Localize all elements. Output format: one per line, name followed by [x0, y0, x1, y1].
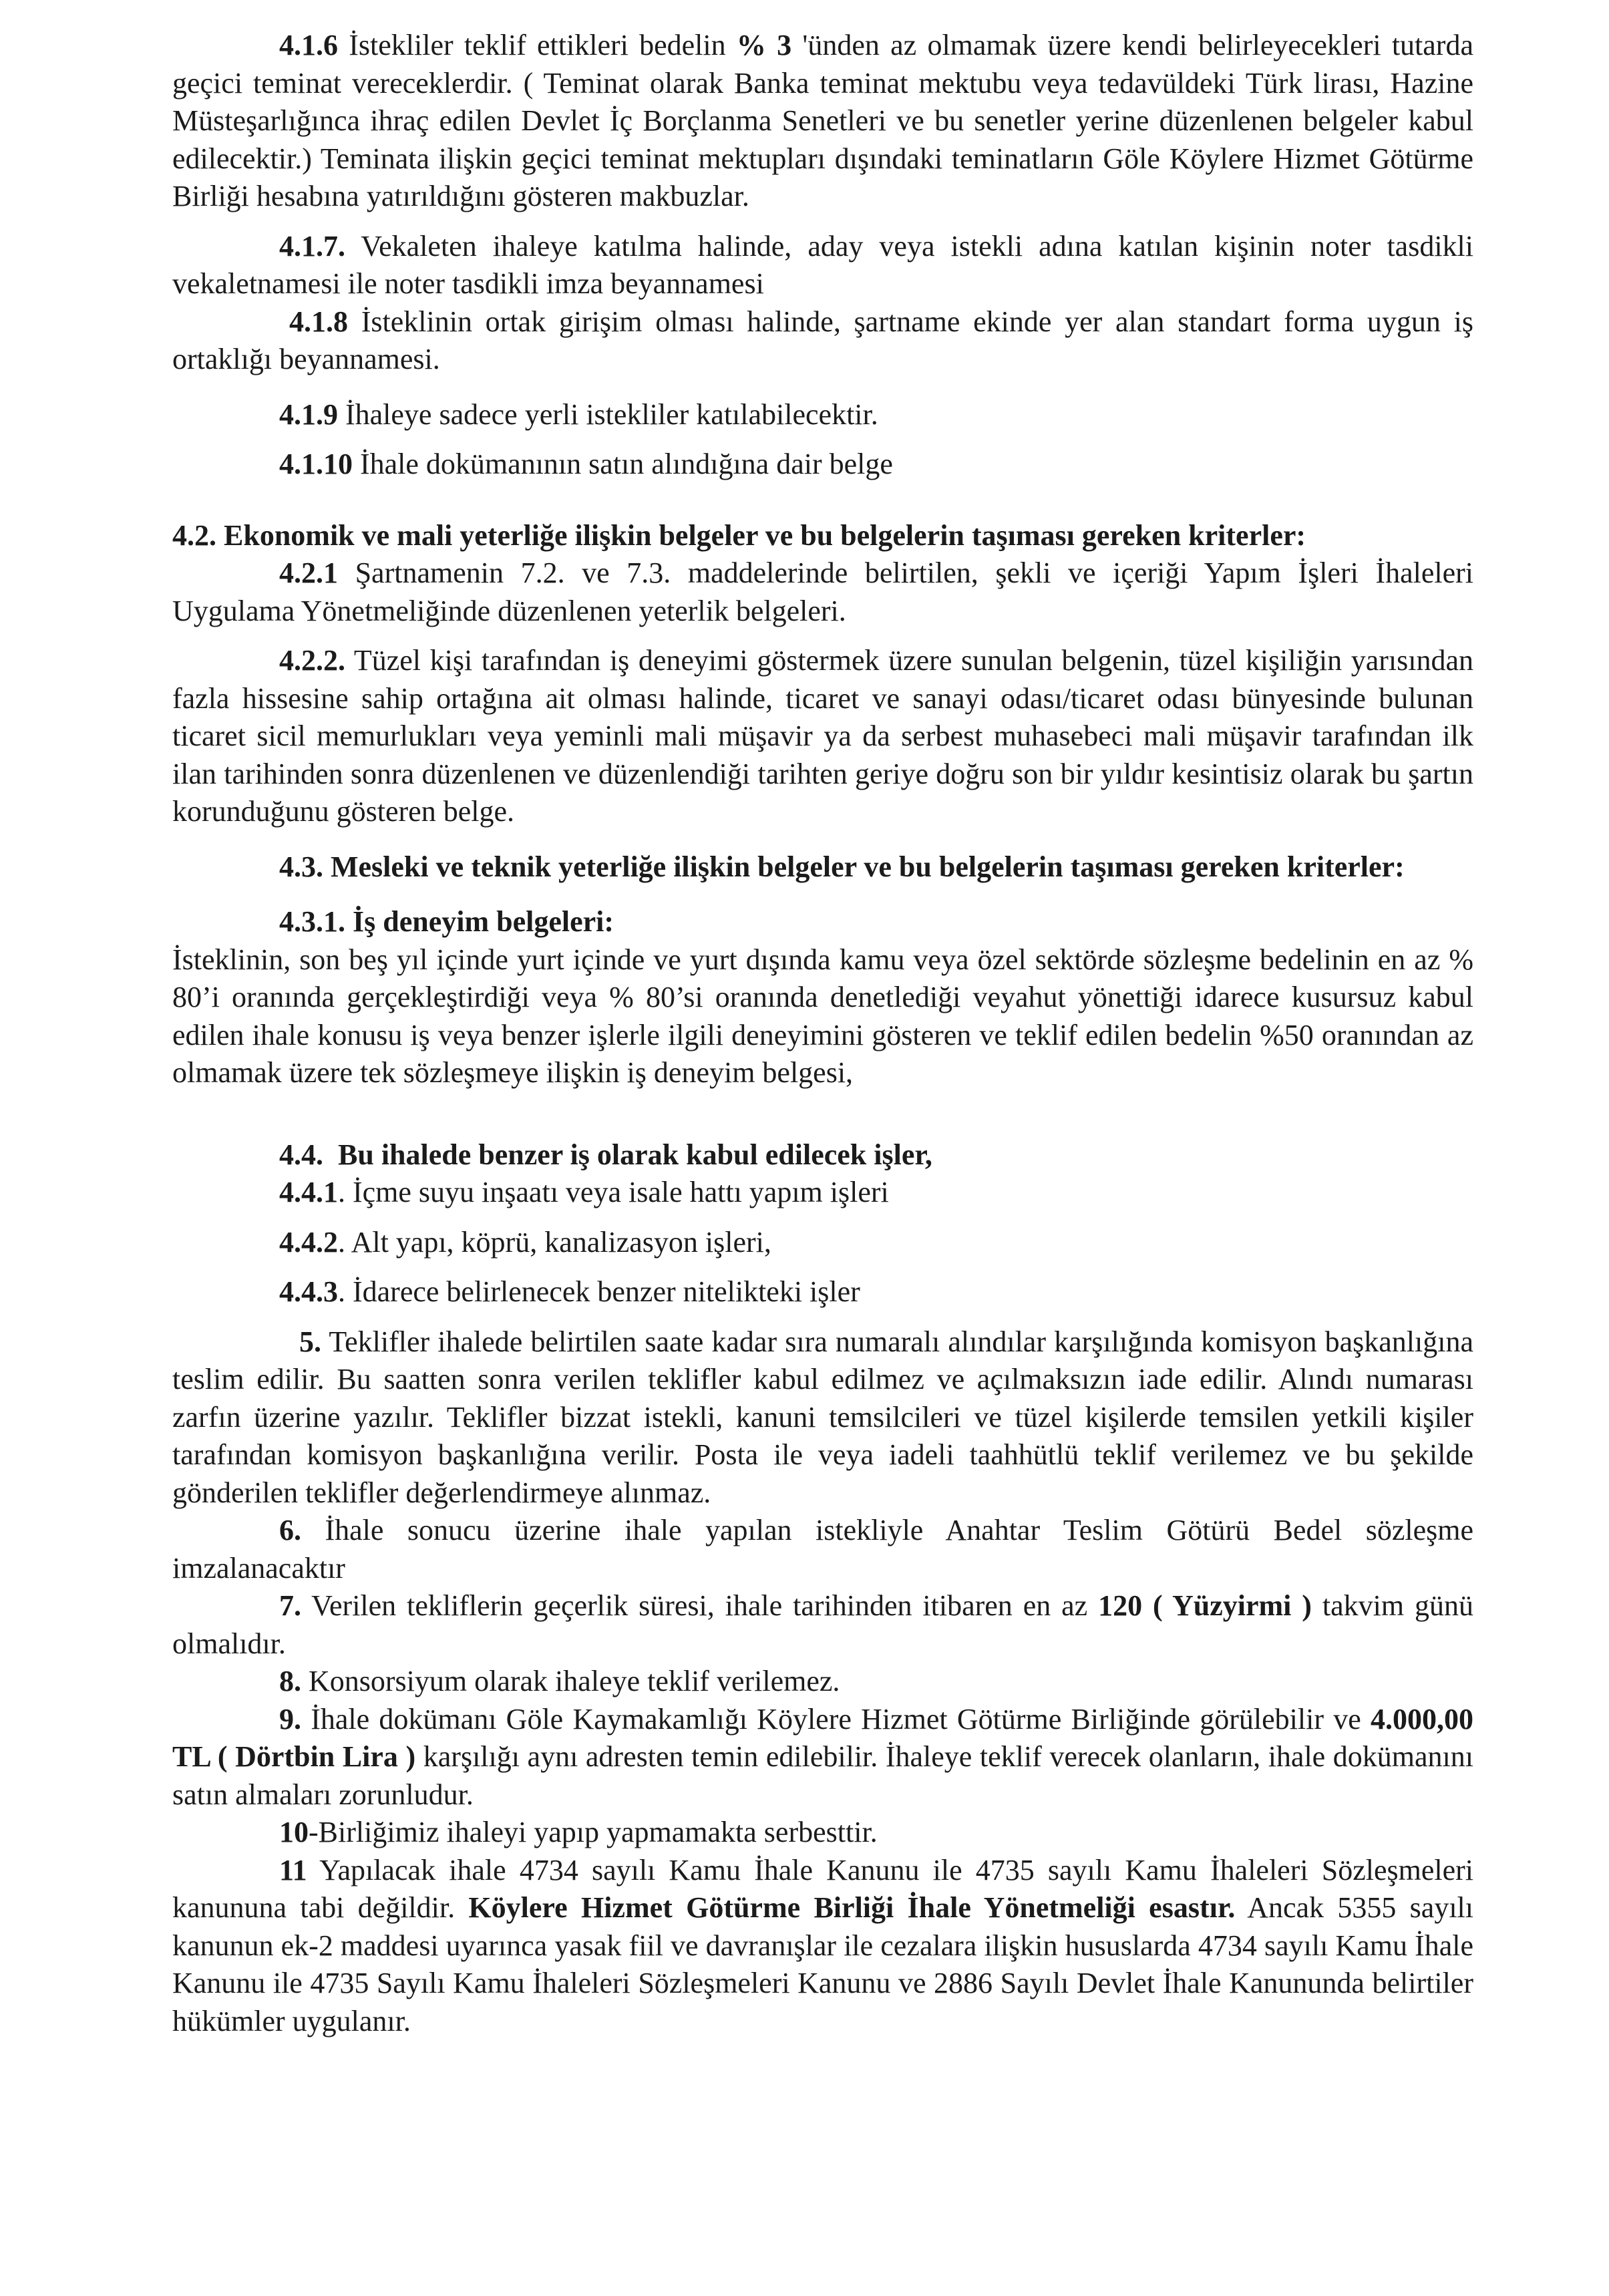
clause-number: 6.	[279, 1514, 301, 1546]
paragraph-4-4-3	[172, 1273, 1473, 1311]
clause-number: 11	[279, 1853, 307, 1887]
clause-text: İsteklinin, son beş yıl içinde yurt içinde ve yurt dışında kamu veya özel sektörde sözleşme bedelinin en az % 80’i oranında gerçekleştirdiği veya % 80’si oranında denetlediği veyahut yönettiği idarece kusursuz kabul edilen ihale konusu iş veya benzer işlerle ilgili deneyimini gösteren ve teklif edilen bedelin %50 oranından az olmamak üzere tek sözleşmeye ilişkin iş deneyim belgesi,	[172, 943, 1473, 1089]
percentage: % 3	[736, 29, 792, 61]
heading-text: 4.2. Ekonomik ve mali yeterliğe ilişkin belgeler ve bu belgelerin taşıması gereken kriterler:	[172, 518, 1306, 552]
paragraph-4-1-8	[172, 303, 1473, 379]
paragraph-4-4-1	[172, 1174, 1473, 1212]
clause-text: . İdarece belirlenecek benzer nitelikteki işler	[338, 1275, 860, 1308]
paragraph-4-2-2	[172, 642, 1473, 831]
clause-text: İsteklinin ortak girişim olması halinde, şartname ekinde yer alan standart forma uygun iş ortaklığı beyannamesi.	[172, 305, 1473, 375]
clause-text: . İçme suyu inşaatı veya isale hattı yapım işleri	[338, 1176, 889, 1208]
clause-number: 5.	[299, 1325, 321, 1358]
validity-period: 120 ( Yüzyirmi )	[1098, 1589, 1312, 1622]
paragraph-11	[172, 1852, 1473, 2041]
clause-number: 4.2.1	[279, 556, 338, 589]
clause-text: 'ünden az olmamak üzere kendi belirleyecekleri tutarda geçici teminat vereceklerdir. ( Teminat olarak Banka teminat mektubu veya tedavüldeki Türk lirası, Hazine Müsteşarlığınca ihraç edilen Devlet İç Borçlanma Senetleri ve bu senetler yerine düzenlenen belgeler kabul edilecektir.) Teminata ilişkin geçici teminat mektupları dışındaki teminatların Göle Köylere Hizmet Götürme Birliği hesabına yatırıldığını gösteren makbuzlar.	[172, 29, 1473, 212]
clause-number: 4.1.8	[289, 305, 348, 338]
subsection-heading-4-3-1	[172, 903, 1473, 941]
clause-text: İhaleye sadece yerli istekliler katılabilecektir.	[338, 397, 878, 431]
clause-text: Yapılacak ihale 4734 sayılı Kamu İhale Kanunu ile 4735 sayılı Kamu İhaleleri Sözleşmeleri kanununa tabi değildir.	[172, 1853, 1473, 1924]
document-price: 4.000,00 TL ( Dörtbin Lira )	[172, 1702, 1473, 1773]
clause-text: İhale dokümanı Göle Kaymakamlığı Köylere Hizmet Götürme Birliğinde görülebilir ve	[301, 1702, 1371, 1736]
clause-text: İhale dokümanının satın alındığına dair belge	[353, 448, 893, 480]
clause-number: 4.4.1	[279, 1176, 338, 1208]
clause-text: Konsorsiyum olarak ihaleye teklif verilemez.	[301, 1665, 840, 1697]
paragraph-4-3-1	[172, 941, 1473, 1092]
paragraph-4-4-2	[172, 1224, 1473, 1262]
paragraph-4-1-10	[172, 446, 1473, 484]
clause-text: Tüzel kişi tarafından iş deneyimi göstermek üzere sunulan belgenin, tüzel kişiliğin yarısından fazla hissesine sahip ortağına ait olması halinde, ticaret ve sanayi odası/ticaret odası bünyesinde bulunan ticaret sicil memurlukları veya yeminli mali müşavir ya da serbest muhasebeci mali müşavir tarafından ilk ilan tarihinden sonra düzenlenen ve düzenlendiği tarihten geriye doğru son bir yıldır kesintisiz olarak bu şartın korunduğunu gösteren belge.	[172, 644, 1473, 828]
regulation-note: Köylere Hizmet Götürme Birliği İhale Yönetmeliği esastır.	[468, 1891, 1236, 1924]
clause-text: -Birliğimiz ihaleyi yapıp yapmamakta serbesttir.	[309, 1816, 878, 1848]
clause-number: 4.2.2.	[279, 644, 345, 677]
clause-number: 4.1.7.	[279, 229, 345, 263]
paragraph-6	[172, 1512, 1473, 1587]
paragraph-5	[172, 1323, 1473, 1512]
clause-number: 4.1.10	[279, 448, 353, 480]
clause-text: takvim günü olmalıdır.	[172, 1589, 1473, 1660]
paragraph-4-1-7	[172, 228, 1473, 303]
paragraph-4-2-1	[172, 554, 1473, 630]
document-page	[172, 27, 1473, 2040]
heading-text: Bu ihalede benzer iş olarak kabul edilecek işler,	[338, 1138, 932, 1171]
paragraph-4-1-6	[172, 27, 1473, 216]
heading-text: 4.3.1. İş deneyim belgeleri:	[279, 905, 614, 938]
clause-number: 4.4.3	[279, 1275, 338, 1308]
section-heading-4-4	[172, 1136, 1473, 1174]
clause-number: 4.4.2	[279, 1225, 338, 1259]
clause-text: . Alt yapı, köprü, kanalizasyon işleri,	[338, 1225, 771, 1259]
clause-text: İstekliler teklif ettikleri bedelin	[338, 29, 737, 61]
clause-number: 9.	[279, 1702, 301, 1736]
clause-number: 10	[279, 1816, 309, 1848]
clause-text: Teklifler ihalede belirtilen saate kadar sıra numaralı alındılar karşılığında komisyon başkanlığına teslim edilir. Bu saatten sonra verilen teklifler kabul edilmez ve açılmaksızın iade edilir. Alındı numarası zarfın üzerine yazılır. Teklifler bizzat istekli, kanuni temsilcileri ve tüzel kişilerde temsilen yetkili kişiler tarafından komisyon başkanlığına verilir. Posta ile veya iadeli taahhütlü teklif verilemez ve bu şekilde gönderilen teklifler değerlendirmeye alınmaz.	[172, 1325, 1473, 1509]
paragraph-10	[172, 1814, 1473, 1852]
paragraph-8	[172, 1663, 1473, 1701]
clause-text: karşılığı aynı adresten temin edilebilir. İhaleye teklif verecek olanların, ihale dokümanını satın almaları zorunludur.	[172, 1740, 1474, 1811]
section-heading-4-3	[172, 848, 1473, 886]
clause-number: 4.1.9	[279, 397, 338, 431]
paragraph-9	[172, 1701, 1473, 1814]
clause-number: 8.	[279, 1665, 301, 1697]
clause-text: Vekaleten ihaleye katılma halinde, aday veya istekli adına katılan kişinin noter tasdikli vekaletnamesi ile noter tasdikli imza beyannamesi	[172, 229, 1473, 300]
clause-number: 4.1.6	[279, 29, 338, 61]
clause-text: İhale sonucu üzerine ihale yapılan istekliyle Anahtar Teslim Götürü Bedel sözleşme imzalanacaktır	[172, 1514, 1473, 1585]
clause-number: 4.4.	[279, 1138, 323, 1171]
clause-text: Ancak 5355 sayılı kanunun ek-2 maddesi uyarınca yasak fiil ve davranışlar ile cezalara ilişkin hususlarda 4734 sayılı Kamu İhale Kanunu ile 4735 Sayılı Kamu İhaleleri Sözleşmeleri Kanunu ve 2886 Sayılı Devlet İhale Kanununda belirtiler hükümler uygulanır.	[172, 1891, 1474, 2037]
paragraph-7	[172, 1587, 1473, 1663]
clause-text: Şartnamenin 7.2. ve 7.3. maddelerinde belirtilen, şekli ve içeriği Yapım İşleri İhaleleri Uygulama Yönetmeliğinde düzenlenen yeterlik belgeleri.	[172, 556, 1473, 627]
clause-text: Verilen tekliflerin geçerlik süresi, ihale tarihinden itibaren en az	[301, 1589, 1099, 1622]
heading-text: 4.3. Mesleki ve teknik yeterliğe ilişkin belgeler ve bu belgelerin taşıması gereken kriterler:	[279, 850, 1405, 883]
clause-number: 7.	[279, 1589, 301, 1622]
paragraph-4-1-9	[172, 396, 1473, 434]
section-heading-4-2	[172, 517, 1473, 555]
